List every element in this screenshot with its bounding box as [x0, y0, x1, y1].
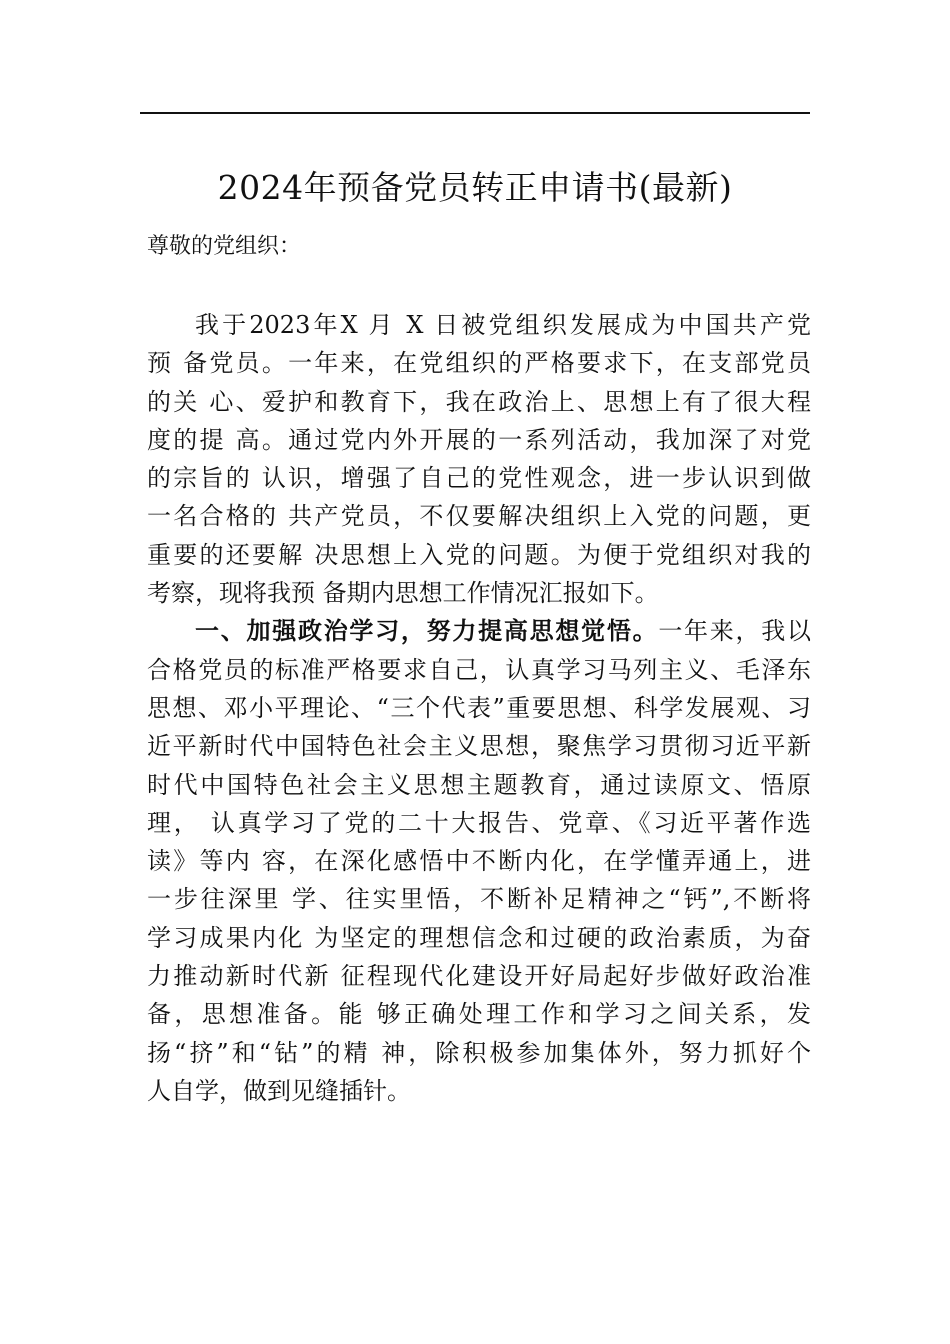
paragraph-line: 扬“挤”和“钻”的精 神，除积极参加集体外，努力抓好个	[147, 1038, 811, 1067]
paragraph-line: 一名合格的 共产党员，不仅要解决组织上入党的问题，更	[147, 502, 811, 531]
paragraph-line: 读》等内 容，在深化感悟中不断内化，在学懂弄通上，进	[147, 847, 811, 876]
paragraph-line: 我于2023年X 月 X 日被党组织发展成为中国共产党	[195, 311, 811, 339]
paragraph-line: 近平新时代中国特色社会主义思想，聚焦学习贯彻习近平新	[147, 732, 811, 761]
paragraph-line: 的关 心、爱护和教育下，我在政治上、思想上有了很大程	[147, 387, 811, 416]
section-heading-rest: 一年来，我以	[658, 617, 812, 646]
paragraph-line: 人自学，做到见缝插针。	[147, 1076, 411, 1105]
paragraph-line: 思想、邓小平理论、“三个代表”重要思想、科学发展观、习	[147, 693, 811, 722]
paragraph-line: 考察，现将我预 备期内思想工作情况汇报如下。	[147, 579, 659, 608]
paragraph-line: 重要的还要解 决思想上入党的问题。为便于党组织对我的	[147, 540, 811, 569]
section-heading: 一、加强政治学习，努力提高思想觉悟。	[195, 617, 659, 646]
paragraph-line: 的宗旨的 认识，增强了自己的党性观念，进一步认识到做	[147, 464, 811, 493]
document-title: 2024年预备党员转正申请书(最新)	[217, 168, 733, 207]
header-rule	[140, 112, 810, 114]
paragraph-line: 备，思想准备。能 够正确处理工作和学习之间关系，发	[147, 1000, 811, 1029]
salutation: 尊敬的党组织：	[147, 234, 302, 259]
paragraph-line: 理， 认真学习了党的二十大报告、党章、《习近平著作选	[147, 808, 811, 837]
document-body	[147, 306, 811, 1110]
section-heading-line	[147, 612, 811, 650]
paragraph-line: 度的提 高。通过党内外开展的一系列活动，我加深了对党	[147, 425, 811, 454]
paragraph-line: 学习成果内化 为坚定的理想信念和过硬的政治素质，为奋	[147, 923, 811, 952]
paragraph-line: 一步往深里 学、往实里悟，不断补足精神之“钙”,不断将	[147, 885, 811, 914]
paragraph-line: 力推动新时代新 征程现代化建设开好局起好步做好政治准	[147, 962, 811, 991]
paragraph-line: 合格党员的标准严格要求自己，认真学习马列主义、毛泽东	[147, 655, 811, 684]
paragraph-line: 预 备党员。一年来，在党组织的严格要求下，在支部党员	[147, 349, 811, 378]
paragraph-line: 时代中国特色社会主义思想主题教育，通过读原文、悟原	[147, 770, 811, 799]
